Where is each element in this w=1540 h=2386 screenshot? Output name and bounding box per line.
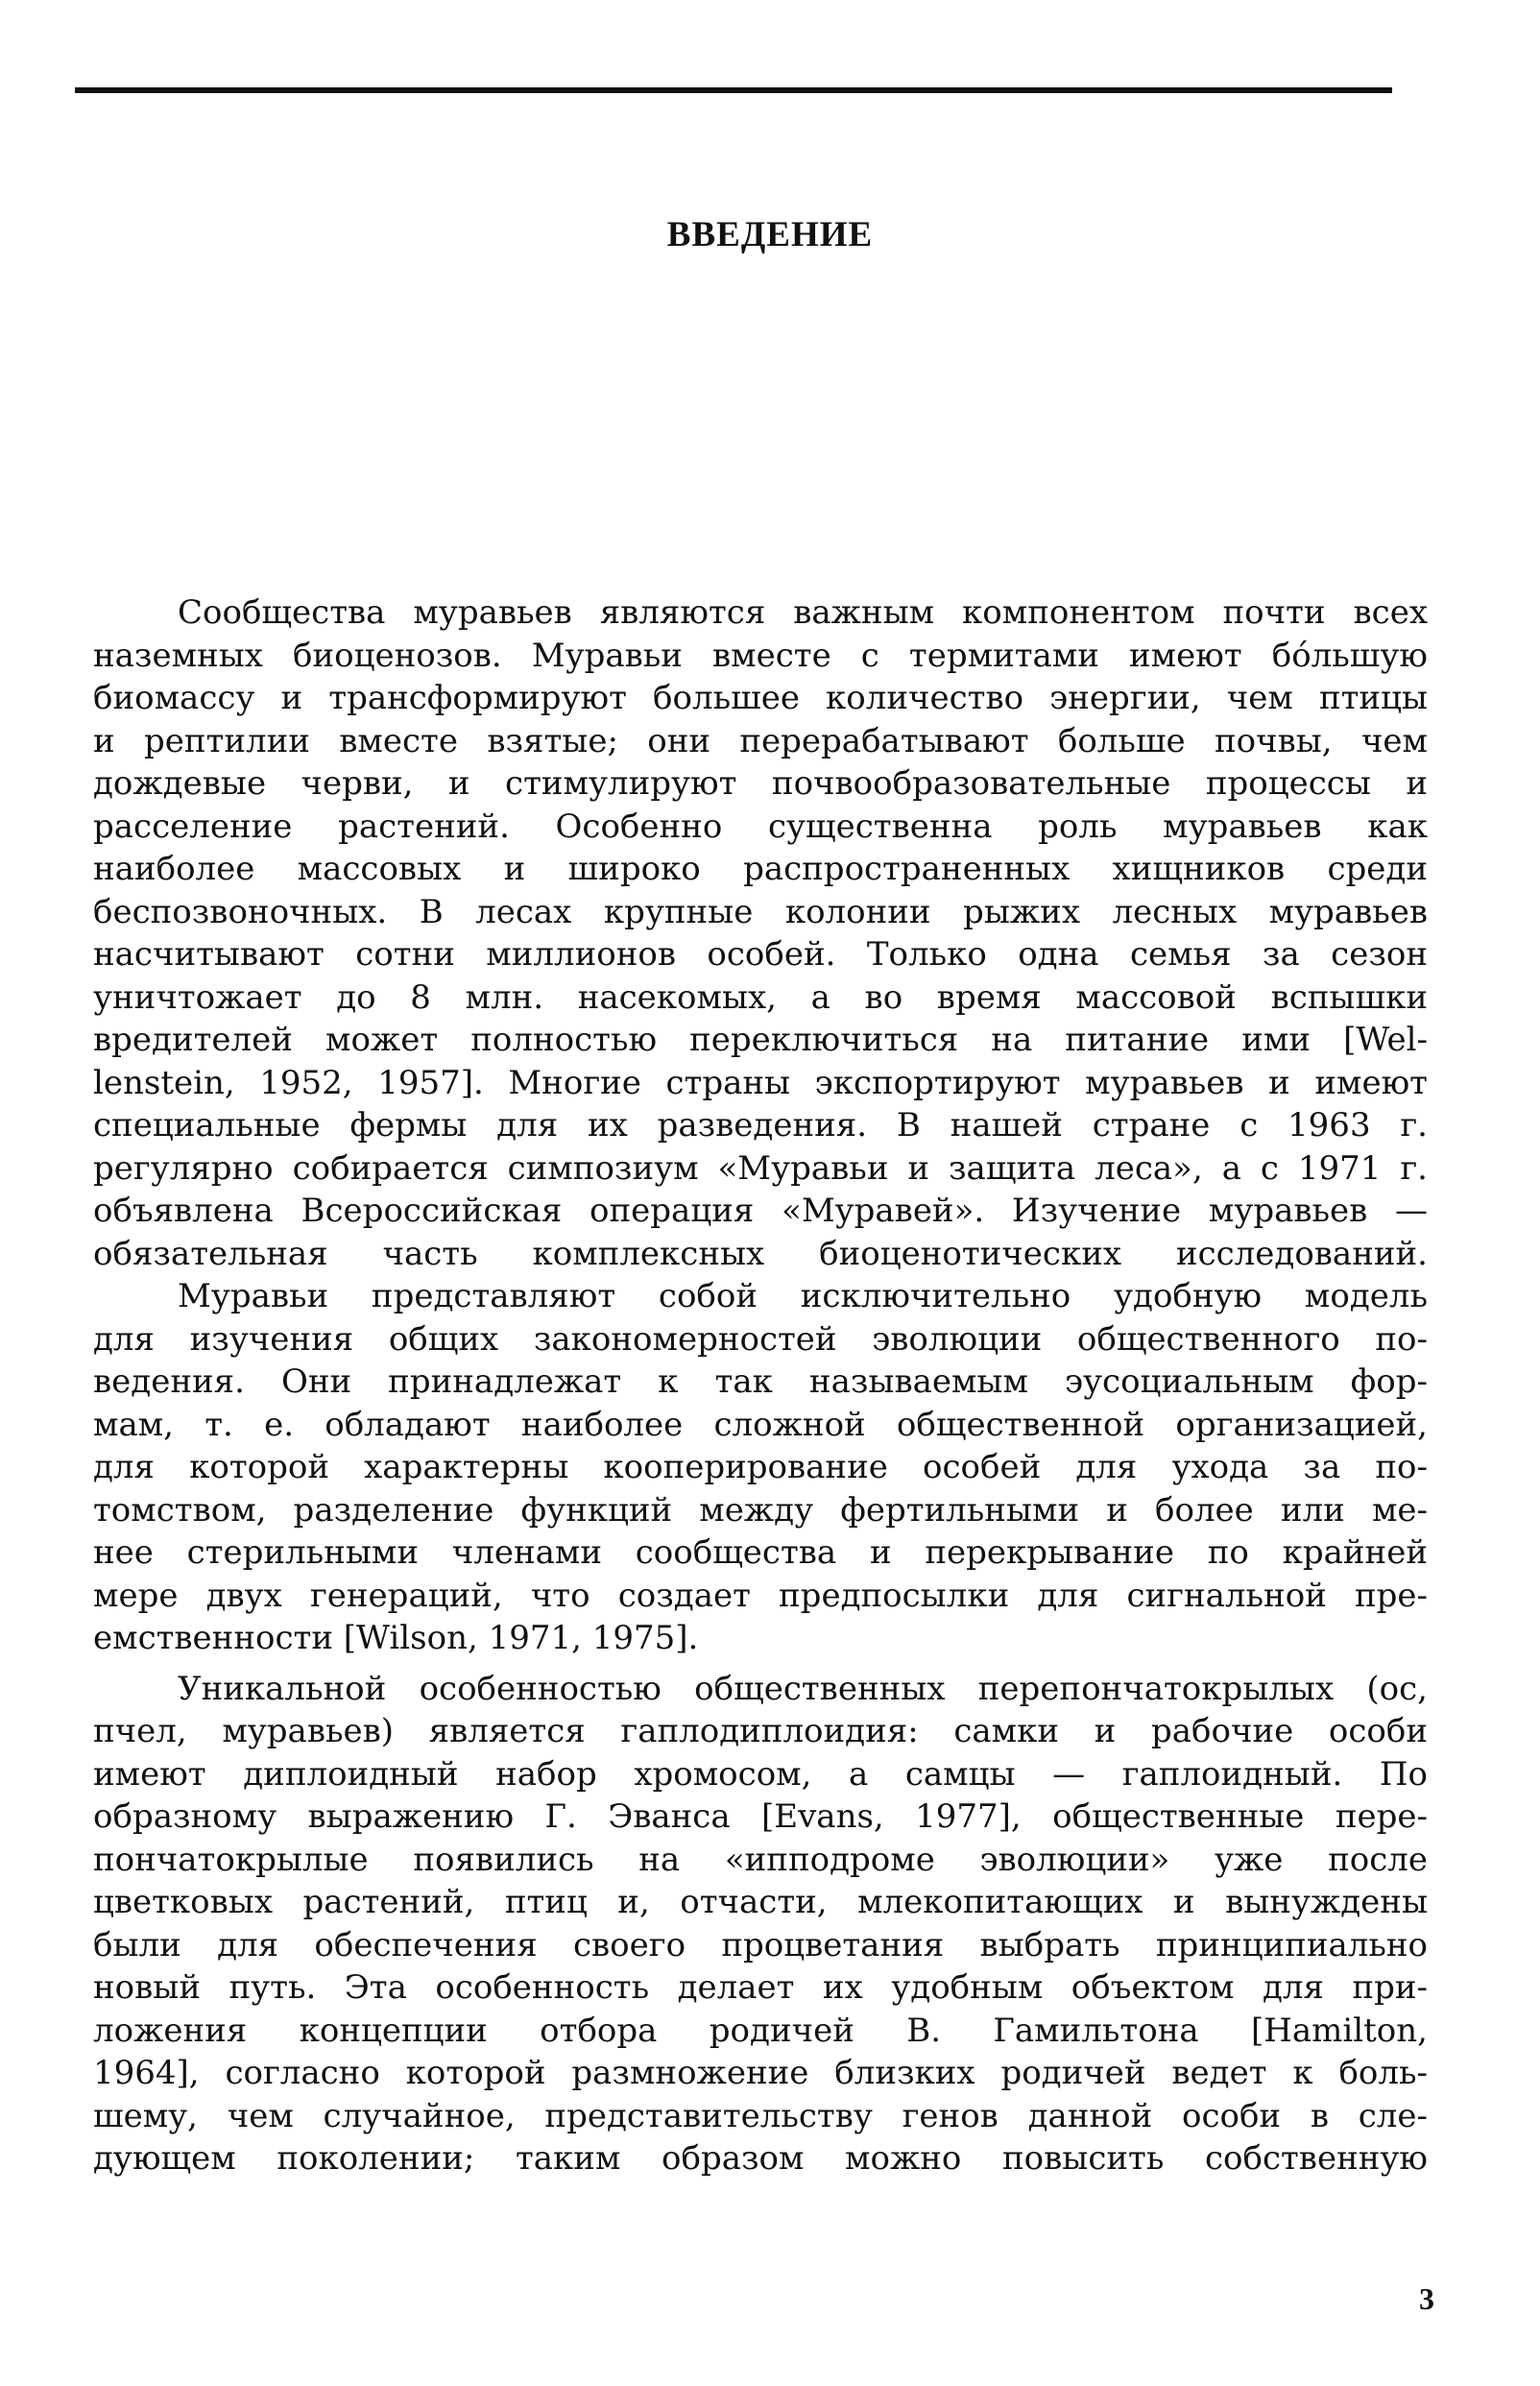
text-line: пчел, муравьев) является гаплодиплоидия: самки и рабочие особи (93, 1712, 1428, 1750)
text-line: томством, разделение функций между фертильными и более или ме- (93, 1490, 1428, 1530)
text-line: объявлена Всероссийская операция «Муравей». Изучение муравьев — (93, 1192, 1428, 1230)
text-line: для изучения общих закономерностей эволюции общественного по- (93, 1319, 1428, 1359)
text-line: дующем поколении; таким образом можно повысить собственную (93, 2139, 1428, 2178)
text-line: мам, т. е. обладают наиболее сложной общественной организацией, (93, 1405, 1428, 1444)
top-rule (75, 87, 1392, 93)
text-line: имеют диплоидный набор хромосом, а самцы — гаплоидный. По (93, 1754, 1428, 1794)
text-line: образному выражению Г. Эванса [Evans, 1977], общественные пере- (93, 1797, 1428, 1836)
text-line: вредителей может полностью переключиться на питание ими [Wel- (93, 1021, 1428, 1059)
text-line: Сообщества муравьев являются важным компонентом почти всех (178, 593, 1428, 632)
text-line: мере двух генераций, что создает предпосылки для сигнальной пре- (93, 1576, 1428, 1615)
text-line: ведения. Они принадлежат к так называемым эусоциальным фор- (93, 1362, 1428, 1401)
text-line: нее стерильными членами сообщества и перекрывание по крайней (93, 1533, 1428, 1572)
text-line: новый путь. Эта особенность делает их удобным объектом для при- (93, 1968, 1428, 2007)
body-text (93, 591, 1428, 2181)
text-line: ложения концепции отбора родичей В. Гамильтона [Hamilton, (93, 2011, 1428, 2050)
text-line: Муравьи представляют собой исключительно удобную модель (178, 1277, 1428, 1315)
text-line: шему, чем случайное, представительству генов данной особи в сле- (93, 2096, 1428, 2135)
paragraph-gap (93, 1660, 1428, 1668)
paragraph-2 (93, 1275, 1428, 1660)
text-line: емственности [Wilson, 1971, 1975]. (93, 1619, 699, 1657)
text-line: регулярно собирается симпозиум «Муравьи и защита леса», а с 1971 г. (93, 1148, 1428, 1188)
text-line: lenstein, 1952, 1957]. Многие страны экспортируют муравьев и имеют (93, 1063, 1428, 1102)
page-title: ВВЕДЕНИЕ (666, 214, 874, 254)
text-line: расселение растений. Особенно существенна роль муравьев как (93, 807, 1428, 846)
text-line: обязательная часть комплексных биоценотических исследований. (93, 1234, 1428, 1273)
text-line: насчитывают сотни миллионов особей. Только одна семья за сезон (93, 935, 1428, 974)
text-line: дождевые черви, и стимулируют почвообразовательные процессы и (93, 764, 1428, 803)
paragraph-1 (93, 591, 1428, 1275)
text-line: Уникальной особенностью общественных перепончатокрылых (ос, (178, 1669, 1428, 1708)
text-line: биомассу и трансформируют большее количество энергии, чем птицы (93, 679, 1428, 717)
text-line: беспозвоночных. В лесах крупные колонии рыжих лесных муравьев (93, 892, 1428, 931)
text-line: 1964], согласно которой размножение близких родичей ведет к боль- (93, 2054, 1428, 2092)
text-line: цветковых растений, птиц и, отчасти, млекопитающих и вынуждены (93, 1883, 1428, 1921)
text-line: уничтожает до 8 млн. насекомых, а во время массовой вспышки (93, 977, 1428, 1017)
paragraph-3 (93, 1668, 1428, 2181)
text-line: были для обеспечения своего процветания выбрать принципиально (93, 1925, 1428, 1964)
text-line: для которой характерны кооперирование особей для ухода за по- (93, 1448, 1428, 1486)
text-line: и рептилии вместе взятые; они перерабатывают больше почвы, чем (93, 721, 1428, 760)
text-line: специальные фермы для их разведения. В нашей стране с 1963 г. (93, 1106, 1428, 1145)
text-line: наиболее массовых и широко распространенных хищников среди (93, 850, 1428, 888)
text-line: пончатокрылые появились на «ипподроме эволюции» уже после (93, 1840, 1428, 1879)
text-line: наземных биоценозов. Муравьи вместе с термитами имеют бóльшую (93, 636, 1428, 675)
page-number: 3 (1419, 2281, 1434, 2316)
